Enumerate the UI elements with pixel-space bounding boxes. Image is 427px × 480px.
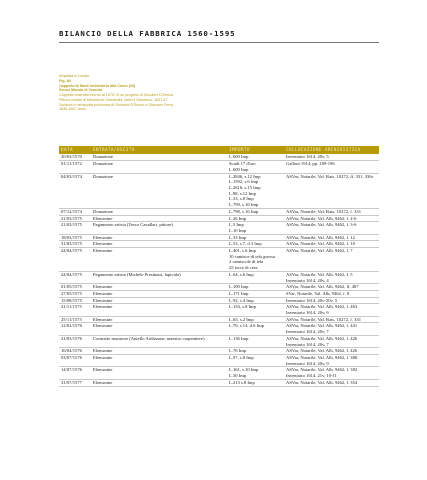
table-row: [59, 290, 379, 297]
cell-date: 27/05/1575: [59, 290, 91, 297]
header-location: COLLOCAZIONE ARCHIVISTICA: [284, 146, 379, 154]
cell-location: [284, 222, 379, 234]
cell-entry: Pagamento artista (Michele Prestinari, lapicida): [91, 271, 227, 283]
intro-line: 1639-1647 circa.: [59, 107, 87, 112]
table-row: [59, 379, 379, 386]
cell-entry: Elemosine: [91, 304, 227, 316]
header-date: DATA: [59, 146, 91, 154]
cell-entry: Elemosine: [91, 248, 227, 272]
cell-date: 01/05/1575: [59, 284, 91, 291]
cell-date: 16/04/1576: [59, 348, 91, 355]
amount-line: L.2616, s.15 Imp: [229, 185, 261, 190]
cell-location: [284, 271, 379, 283]
cell-entry: Donazione: [91, 208, 227, 215]
amount-line: L.97, s.8 Imp: [229, 354, 254, 360]
location-line: Inventario 1614, 20v-20v, 5: [286, 297, 338, 303]
intro-line: Sculture in terracotta policroma di Giovanni D'Enrico e Giacomo Ferro,: [59, 102, 175, 107]
cell-date: 21/03/1575: [59, 222, 91, 234]
amount-line: L.600 Imp: [229, 154, 249, 160]
amount-line: L.26 Imp: [229, 215, 247, 221]
cell-location: [284, 354, 379, 366]
cell-date: 20/03/1570: [59, 154, 91, 160]
cell-amount: [227, 297, 284, 304]
amount-line: L.798, s.16 Imp: [229, 208, 259, 214]
cell-date: 25/11/1575: [59, 316, 91, 323]
amount-line: L.30 Imp: [229, 373, 247, 379]
table-row: [59, 208, 379, 215]
cell-amount: [227, 222, 284, 234]
cell-location: [284, 290, 379, 297]
cell-amount: [227, 208, 284, 215]
location-line: ASVar, Notarile, Val. Alb, 9462, ff. 487: [286, 284, 359, 290]
cell-location: [284, 215, 379, 222]
amount-line: 25 torce di cera: [229, 265, 258, 271]
cell-amount: [227, 161, 284, 173]
cell-entry: Donazione: [91, 173, 227, 208]
amount-line: L.161, s.10 Imp: [229, 367, 259, 373]
cell-date: 07/12/1574: [59, 208, 91, 215]
cell-entry: Elemosine: [91, 367, 227, 379]
cell-entry: Elemosine: [91, 316, 227, 323]
location-line: ASVar, Notarile, Val. Alb, 9462, f. 5: [286, 271, 353, 277]
cell-amount: [227, 367, 284, 379]
intro-chapel-title: Cappella di Santi inchinaleio alla Croce (23): [59, 83, 136, 88]
location-line: Inventario 1614, 20v, 7: [286, 341, 329, 347]
table-row: [59, 215, 379, 222]
cell-date: 14/07/1576: [59, 367, 91, 379]
cell-date: 15/08/1575: [59, 297, 91, 304]
cell-amount: [227, 316, 284, 323]
table-row: [59, 316, 379, 323]
cell-date: 18/03/1575: [59, 234, 91, 241]
cell-location: [284, 234, 379, 241]
amount-line: L.154, s.8 Imp: [229, 304, 256, 310]
amount-line: L.65, s.2 Imp: [229, 316, 254, 322]
cell-entry: Elemosine: [91, 241, 227, 248]
location-line: ASVar, Notarile, Val. Alb, 9462, f. 426: [286, 348, 358, 354]
location-line: ASVar, Notarile, Val. Alb, 9462, f. 354: [286, 379, 358, 385]
cell-amount: [227, 241, 284, 248]
cell-date: 24/04/1575: [59, 271, 91, 283]
amount-line: L.401, s.6 Imp: [229, 248, 256, 254]
table-row: [59, 348, 379, 355]
table-row: [59, 323, 379, 335]
location-line: ASVar, Notarile, Val. Rais, 10272, f. 331: [286, 208, 362, 214]
cell-entry: Elemosine: [91, 354, 227, 366]
cell-location: [284, 284, 379, 291]
cell-date: 24/04/1575: [59, 248, 91, 272]
table-row: [59, 234, 379, 241]
table-row: [59, 271, 379, 283]
table-row: [59, 297, 379, 304]
cell-date: 31/03/1575: [59, 241, 91, 248]
cell-location: [284, 348, 379, 355]
cell-location: [284, 161, 379, 173]
amount-line: L.10 Imp: [229, 227, 247, 233]
cell-location: [284, 335, 379, 347]
location-line: Inventario 1614, 20v, 7: [286, 329, 329, 335]
cell-amount: [227, 379, 284, 386]
cell-entry: Elemosine: [91, 297, 227, 304]
cell-entry: Donazione: [91, 161, 227, 173]
location-line: Inventario 1614, 21v, 10-11: [286, 373, 337, 379]
cell-amount: [227, 215, 284, 222]
location-line: Inventario 1614, 20v, 6: [286, 310, 329, 316]
cell-amount: [227, 234, 284, 241]
cell-amount: [227, 248, 284, 272]
location-line: ASVar, Notarile, Val. Rais, 10272, ff. 331, 336r: [286, 173, 374, 179]
table-row: [59, 161, 379, 173]
cell-location: [284, 248, 379, 272]
header-entry: ENTRATA/USCITA: [91, 146, 227, 154]
amount-line: L.64, s.6 Imp: [229, 271, 254, 277]
location-line: SVar, Notarile, Val. Alb, 9462, f. 8: [286, 290, 350, 296]
table-row: [59, 248, 379, 272]
table-row: [59, 367, 379, 379]
location-line: ASVar, Notarile, Val. Alb, 9462, f. 463: [286, 304, 358, 310]
title-divider: [59, 42, 379, 43]
cell-entry: Elemosine: [91, 348, 227, 355]
amount-line: L.1592, s.6 Imp: [229, 179, 259, 185]
table-body: [59, 154, 379, 386]
location-line: ASVar, Notarile, Val. Alb, 9462, f. 388: [286, 354, 358, 360]
cell-date: 21/03/1576: [59, 335, 91, 347]
amount-line: L.88, s.12 Imp: [229, 190, 256, 196]
intro-caption: [59, 74, 269, 112]
intro-figure-number: Fig. 84: [59, 78, 71, 83]
cell-entry: Donazione: [91, 154, 227, 160]
amount-line: L.53, s.7, d.3 Imp: [229, 241, 262, 247]
cell-location: [284, 297, 379, 304]
cell-amount: [227, 304, 284, 316]
intro-line: Cappella costruita intorno al 1570-75 su progetto di Giovanni D'Enrico.: [59, 93, 175, 97]
location-line: ASVar, Notarile, Val. Alb, 9462, f. 10: [286, 241, 355, 247]
cell-location: [284, 367, 379, 379]
cell-date: 31/07/1577: [59, 379, 91, 386]
table-row: [59, 173, 379, 208]
cell-date: 03/07/1576: [59, 354, 91, 366]
cell-entry: Elemosine: [91, 379, 227, 386]
location-line: ASVar, Notarile, Val. Alb, 9462, f. 426: [286, 335, 358, 341]
cell-amount: [227, 290, 284, 297]
amount-line: L.100 Imp: [229, 284, 249, 290]
cell-entry: Contratto muratore (Antello Ardizzone, maestro carpentiere): [91, 335, 227, 347]
intro-line: Pittura murale di Melchiorre Gherardini, detto il Gianneco, 1637-47.: [59, 97, 169, 102]
intro-location: Senso Mondo di Venezia: [59, 88, 103, 93]
location-line: ASVar, Notarile, Val. Alb, 9462, f. 382: [286, 367, 358, 373]
amount-line: L.76 Imp: [229, 348, 247, 354]
cell-amount: [227, 348, 284, 355]
cell-amount: [227, 323, 284, 335]
cell-amount: [227, 173, 284, 208]
intro-line: Ampliata in Dorato: [59, 74, 90, 78]
cell-location: [284, 379, 379, 386]
location-line: Inventario 1614, 20v, 4: [286, 277, 329, 283]
cell-location: [284, 304, 379, 316]
cell-location: [284, 323, 379, 335]
location-line: ASVar, Notarile, Val. Alb, 9462, f. 441: [286, 323, 358, 329]
cell-location: [284, 241, 379, 248]
cell-entry: Elemosine: [91, 284, 227, 291]
location-line: ASVar, Notarile, Val. Alb, 9462, f. 12: [286, 234, 355, 240]
ledger-table: [59, 146, 379, 387]
cell-amount: [227, 354, 284, 366]
page-title: BILANCIO DELLA FABBRICA 1560-1595: [59, 29, 236, 38]
amount-line: L.799, s.16 Imp: [229, 202, 259, 208]
location-line: ASVar, Notarile, Val. Alb, 9462, f. 7: [286, 248, 353, 254]
cell-location: [284, 208, 379, 215]
amount-line: 2 camiscole di tela: [229, 259, 264, 265]
cell-entry: Elemosine: [91, 234, 227, 241]
table-row: [59, 222, 379, 234]
cell-entry: Elemosine: [91, 290, 227, 297]
cell-date: 12/02/1576: [59, 323, 91, 335]
cell-date: 21/03/1575: [59, 215, 91, 222]
amount-line: L.600 Imp: [229, 166, 249, 172]
cell-amount: [227, 335, 284, 347]
cell-entry: Elemosine: [91, 215, 227, 222]
cell-date: 21/11/1575: [59, 304, 91, 316]
cell-entry: Pagamento artista (Tesco Cavallari, pittore): [91, 222, 227, 234]
table-header-row: [59, 146, 379, 154]
location-line: ASVar, Notarile, Val. Alb, 9462, f. 3-6: [286, 222, 357, 228]
header-amount: IMPORTO: [227, 146, 284, 154]
amount-line: L.5 Imp: [229, 222, 244, 228]
amount-line: Scudi 17 d'oro: [229, 161, 256, 167]
amount-line: L.171 Imp: [229, 290, 249, 296]
amount-line: 10 camisce di tela grossa: [229, 253, 275, 259]
amount-line: L.33, s.8 Imp: [229, 196, 254, 202]
cell-entry: Elemosine: [91, 323, 227, 335]
amount-line: L.136 Imp: [229, 335, 249, 341]
amount-line: L.2846, s.12 Imp: [229, 173, 261, 179]
cell-date: 04/03/1574: [59, 173, 91, 208]
location-line: Inventario 1614, 20v, 9: [286, 360, 329, 366]
table-row: [59, 354, 379, 366]
cell-amount: [227, 271, 284, 283]
table-row: [59, 241, 379, 248]
amount-line: L.92, s.4 Imp: [229, 297, 254, 303]
cell-location: [284, 173, 379, 208]
amount-line: L.213 s.8 Imp: [229, 379, 255, 385]
table-row: [59, 284, 379, 291]
table-row: [59, 335, 379, 347]
location-line: Galloni 1914, pp. 189-196: [286, 161, 335, 167]
location-line: Inventario 1614, 20v, 5: [286, 154, 329, 160]
amount-line: L.33 Imp: [229, 234, 247, 240]
cell-amount: [227, 284, 284, 291]
location-line: ASVar, Notarile, Val. Alb, 9462, f. 4-6: [286, 215, 357, 221]
cell-location: [284, 316, 379, 323]
amount-line: L.70, s.14, d.6 Imp: [229, 323, 264, 329]
table-row: [59, 304, 379, 316]
location-line: ASVar, Notarile, Val. Rais, 10272, f. 331: [286, 316, 362, 322]
cell-date: 01/11/1572: [59, 161, 91, 173]
